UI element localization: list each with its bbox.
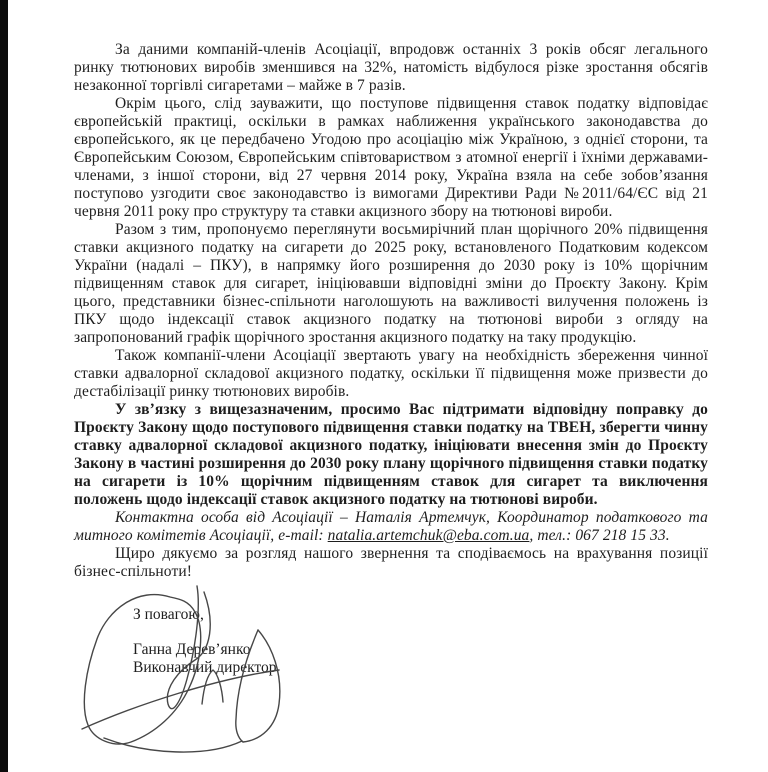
text-segment: , тел.: 067 218 15 33. (529, 527, 670, 544)
paragraph-6 (74, 509, 708, 545)
paragraph-4 (74, 347, 708, 401)
text-segment: У зв’язку з вищезазначеним, просимо Вас підтримати відповідну поправку до Проєкту Закону щодо поступового підвищення ставки податку на ТВЕН, зберегти чинну ставку адвалорної складової акцизного податку, ініціювати внесення змін до Проєкту Закону в частині розширення до 2030 року плану щорічного підвищення ставки податку на сигарети із 10% щорічним підвищенням ставок для сигарет та виключення положень щодо індексації ставок акцизного податку на тютюнові вироби. (74, 401, 708, 508)
text-segment: Щиро дякуємо за розгляд нашого звернення та сподіваємось на врахування позиції бізнес-спільноти! (74, 545, 708, 580)
signer-title: Виконавчий директор (133, 659, 277, 676)
text-segment: Окрім цього, слід зауважити, що поступове підвищення ставок податку відповідає європейській практиці, оскільки в рамках наближення українського законодавства до європейського, як це передбачено Угодою про асоціацію між Україною, з однієї сторони, та Європейським Союзом, Європейським співтовариством з атомної енергії і їхніми державами-членами, з іншої сторони, від 27 червня 2014 року, Україна взяла на себе зобов’язання поступово узгодити своє законодавство із вимогами Директиви Ради №2011/64/ЄС від 21 червня 2011 року про структуру та ставки акцизного збору на тютюнові вироби. (74, 95, 708, 220)
signer-name: Ганна Дерев’янко (133, 641, 251, 658)
text-segment: Разом з тим, пропонуємо переглянути восьмирічний план щорічного 20% підвищення ставки акцизного податку на сигарети до 2025 року, встановленого Податковим кодексом України (надалі – ПКУ), в напрямку його розширення до 2030 року із 10% щорічним підвищенням ставок для сигарет, ініціювавши відповідні зміни до Проєкту Закону. Крім цього, представники бізнес-спільноти наголошують на важливості вилучення положень із ПКУ щодо індексації ставок акцизного податку на тютюнові вироби з огляду на запропонований графік щорічного зростання акцизного податку на таку продукцію. (74, 221, 708, 346)
text-segment: Також компанії-члени Асоціації звертають увагу на необхідність збереження чинної ставки адвалорної складової акцизного податку, оскільки її підвищення може призвести до дестабілізації ринку тютюнових виробів. (74, 347, 708, 400)
scan-edge-artifact (0, 0, 8, 772)
paragraph-3 (74, 221, 708, 347)
paragraph-5 (74, 401, 708, 509)
closing-salutation: З повагою, (133, 606, 204, 623)
paragraph-7 (74, 545, 708, 581)
letter-body (74, 41, 708, 581)
paragraph-2 (74, 95, 708, 221)
text-segment: За даними компаній-членів Асоціації, впродовж останніх 3 років обсяг легального ринку тютюнових виробів зменшився на 32%, натомість відбулося різке зростання обсягів незаконної торгівлі сигаретами – майже в 7 разів. (74, 41, 708, 94)
paragraph-1 (74, 41, 708, 95)
email-address: natalia.artemchuk@eba.com.ua (327, 527, 530, 544)
text-segment: Контактна особа від Асоціації – Наталія Артемчук, Координатор податкового та митного комітетів Асоціації, e-mail: (74, 509, 708, 544)
closing-block (133, 606, 277, 677)
